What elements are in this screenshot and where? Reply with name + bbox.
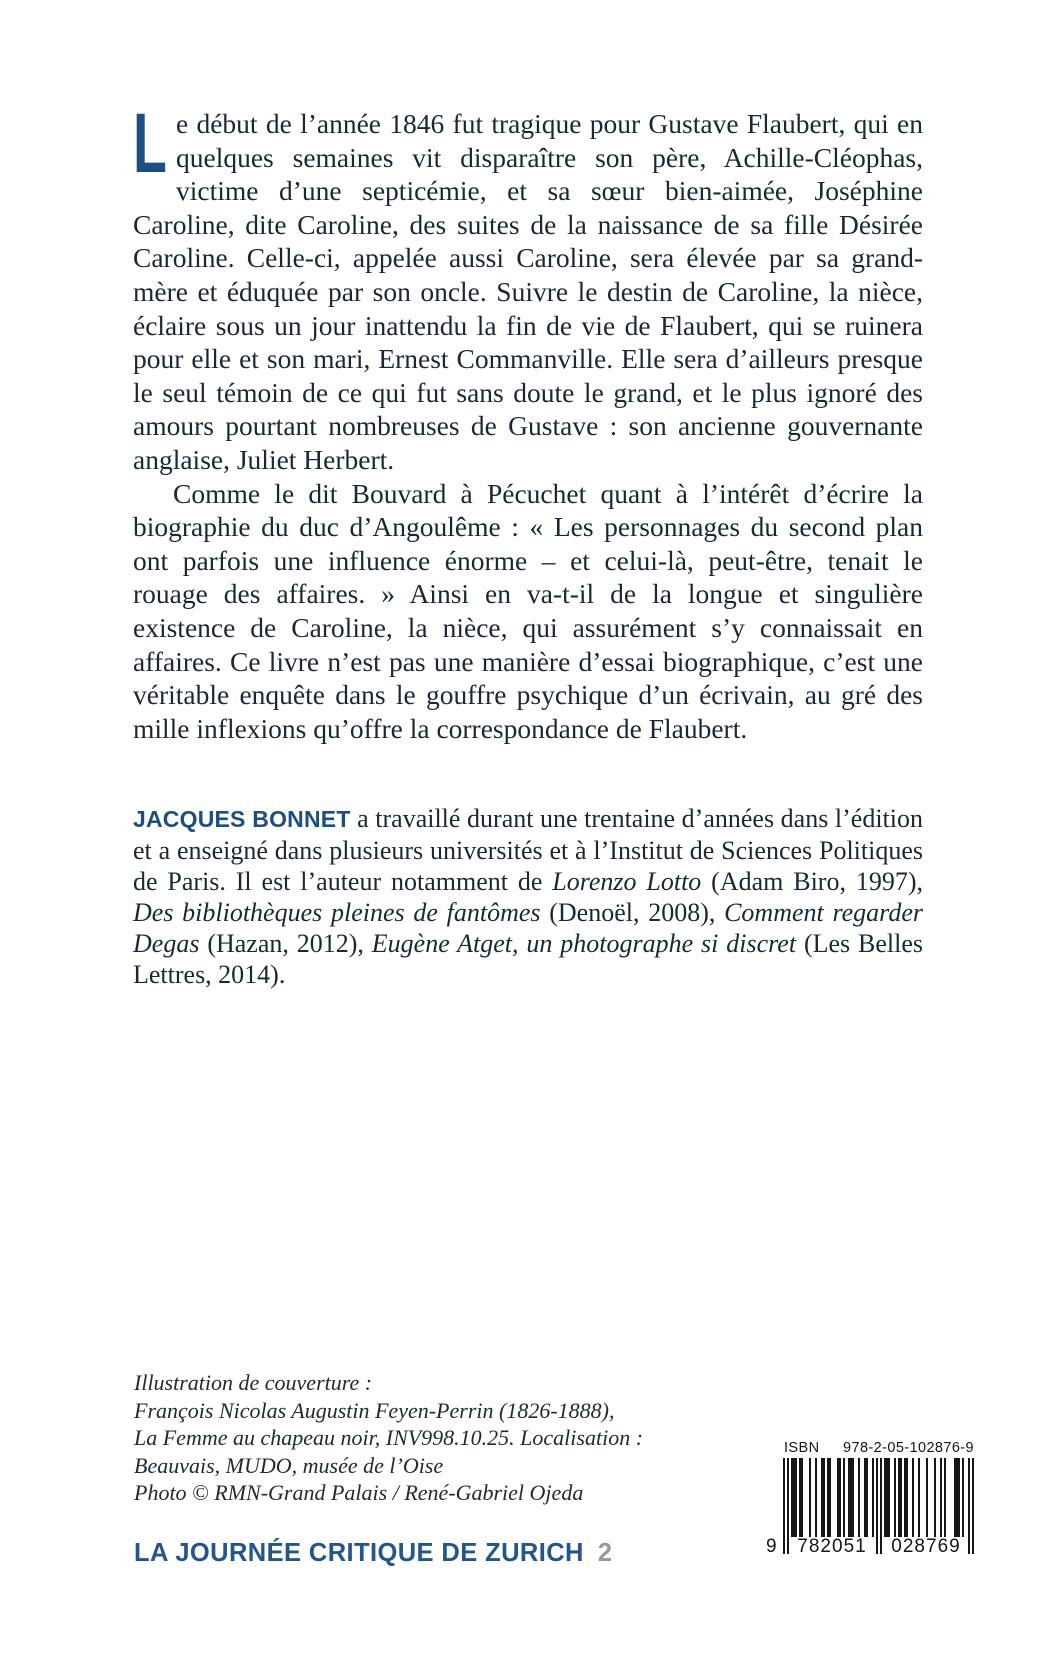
ean-digit-lead: 9 (766, 1536, 777, 1557)
ean13-barcode (766, 1458, 975, 1557)
ean-digits (766, 1536, 975, 1557)
isbn-line (783, 1440, 975, 1456)
synopsis-block (133, 96, 923, 745)
synopsis-paragraph-1-text: e début de l’année 1846 fut tragique pour Gustave Flaubert, qui en quelques semaines vit disparaître son père, Achille-Cléophas, victime d’une septicémie, et sa sœur bien-aimée, Joséphine Caroline, dite Caroline, des suites de la naissance de sa fille Désirée Caroline. Celle-ci, appelée aussi Caroline, sera élevée par sa grand-mère et éduquée par son oncle. Suivre le destin de Caroline, la nièce, éclaire sous un jour inattendu la fin de vie de Flaubert, qui se ruinera pour elle et son mari, Ernest Commanville. Elle sera d’ailleurs presque le seul témoin de ce qui fut sans doute le grand, et le plus ignoré des amours pourtant nombreuses de Gustave : son ancienne gouvernante anglaise, Juliet Herbert. (133, 108, 923, 475)
credit-line: Illustration de couverture : (134, 1370, 373, 1395)
isbn-barcode-block (766, 1440, 975, 1557)
isbn-label: ISBN (784, 1440, 820, 1456)
series-volume-number: 2 (597, 1539, 613, 1567)
synopsis-paragraph-2: Comme le dit Bouvard à Pécuchet quant à l’intérêt d’écrire la biographie du duc d’Angoulême : « Les personnages du second plan ont parfois une influence énorme – et celui-là, peut-être, tenait le rouage des affaires. » Ainsi en va-t-il de la longue et singulière existence de Caroline, la nièce, qui assurément s’y connaissait en affaires. Ce livre n’est pas une manière d’essai biographique, c’est une véritable enquête dans le gouffre psychique d’un écrivain, au gré des mille inflexions qu’offre la correspondance de Flaubert. (133, 477, 923, 744)
ean-digits-left: 782051 (791, 1537, 873, 1557)
credit-line: Beauvais, MUDO, musée de l’Oise (134, 1452, 444, 1478)
credit-line: Photo © RMN-Grand Palais / René-Gabriel Ojeda (134, 1480, 584, 1505)
cover-credits (134, 1369, 734, 1507)
synopsis-paragraph-1 (133, 96, 923, 477)
credit-line: La Femme au chapeau noir, INV998.10.25. Localisation : (134, 1425, 644, 1450)
series-footer (134, 1539, 612, 1568)
dropcap-letter: L (133, 96, 167, 190)
series-title: LA JOURNÉE CRITIQUE DE ZURICH (134, 1539, 584, 1567)
author-bio-paragraph: JACQUES BONNET a travaillé durant une trentaine d’années dans l’édition et a enseigné dans plusieurs universités et à l’Institut de Sciences Politiques de Paris. Il est l’auteur notamment de Lorenzo Lotto (Adam Biro, 1997), Des bibliothèques pleines de fantômes (Denoël, 2008), Comment regarder Degas (Hazan, 2012), Eugène Atget, un photographe si discret (Les Belles Lettres, 2014). (133, 804, 924, 989)
credit-line: François Nicolas Augustin Feyen-Perrin (1826-1888), (134, 1397, 615, 1423)
ean-digits-right: 028769 (885, 1537, 967, 1557)
author-bio (133, 803, 923, 990)
isbn-number: 978-2-05-102876-9 (843, 1440, 974, 1456)
